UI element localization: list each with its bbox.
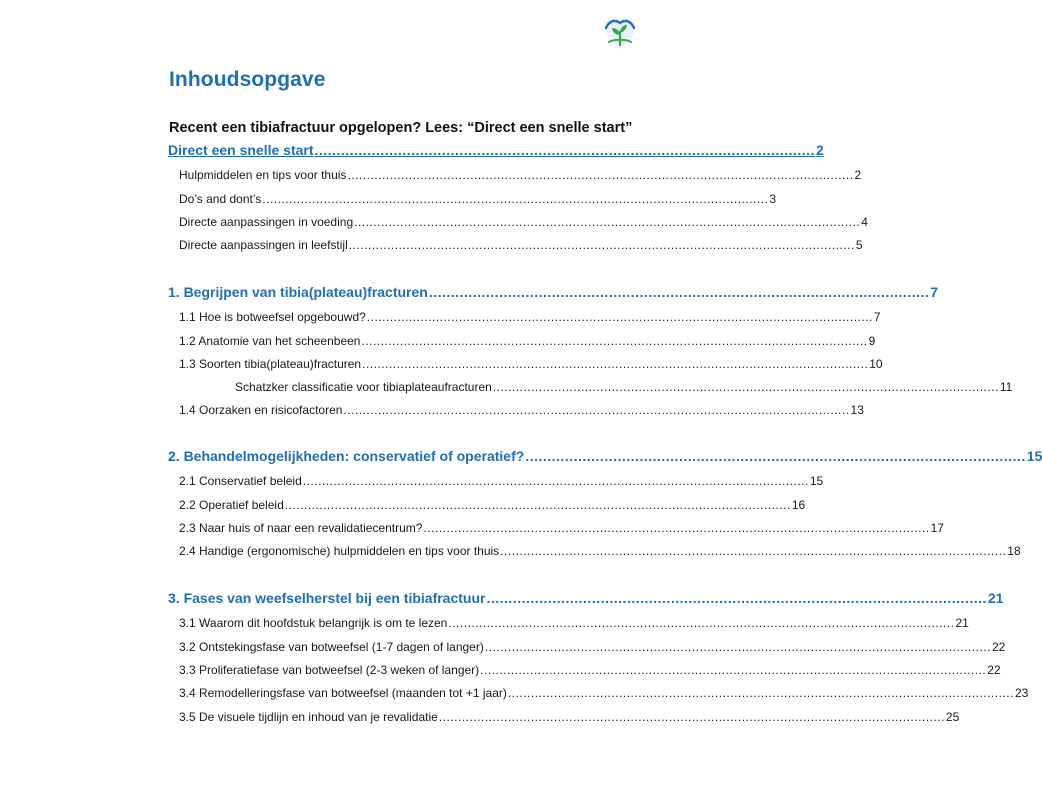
toc-entry[interactable] (179, 521, 944, 535)
toc-entry[interactable] (179, 238, 863, 252)
toc-entry-title: 2.2 Operatief beleid (179, 498, 284, 512)
toc-section-quick-start[interactable] (168, 142, 824, 158)
toc-page-number: 11 (999, 380, 1013, 394)
toc-entry[interactable] (179, 474, 824, 488)
toc-page-number: 25 (945, 710, 960, 724)
toc-entry[interactable] (179, 215, 868, 229)
toc-entry[interactable] (179, 192, 777, 206)
toc-entry[interactable] (179, 334, 876, 348)
toc-leader: .................................................................................................................................... (500, 544, 1007, 558)
toc-page-number: 4 (861, 215, 868, 229)
toc-section-title: Direct een snelle start (168, 142, 314, 158)
toc-leader: .................................................................................................................................... (438, 710, 945, 724)
toc-section-title: 3. Fases van weefselherstel bij een tibiafractuur (168, 590, 486, 606)
toc-entry-title: 3.5 De visuele tijdlijn en inhoud van je revalidatie (179, 710, 438, 724)
toc-page-number: 7 (873, 310, 881, 324)
toc-entry-title: Hulpmiddelen en tips voor thuis (179, 168, 347, 182)
toc-entry-title: 2.4 Handige (ergonomische) hulpmiddelen en tips voor thuis (179, 544, 500, 558)
toc-leader: .................................................................................................................................... (284, 498, 791, 512)
toc-leader: .................................................................................................................................... (366, 310, 873, 324)
toc-entry-title: Directe aanpassingen in voeding (179, 215, 354, 229)
toc-page-number: 13 (850, 403, 864, 417)
toc-section-title: 2. Behandelmogelijkheden: conservatief of operatief? (168, 448, 525, 464)
toc-leader: .................................................................................................................................... (448, 616, 955, 630)
toc-page-number: 15 (809, 474, 824, 488)
toc-entry-title: 1.4 Oorzaken en risicofactoren (179, 403, 343, 417)
toc-section-2[interactable] (168, 448, 1042, 464)
toc-page-number: 22 (991, 640, 1006, 654)
toc-section-title: 1. Begrijpen van tibia(plateau)fracturen (168, 284, 428, 300)
toc-entry[interactable] (179, 168, 862, 182)
toc-entry-title: 3.2 Ontstekingsfase van botweefsel (1-7 dagen of langer) (179, 640, 484, 654)
toc-page-number: 3 (769, 192, 777, 206)
toc-page-number: 22 (987, 663, 1001, 677)
intro-line: Recent een tibiafractuur opgelopen? Lees: “Direct een snelle start” (169, 120, 633, 136)
toc-leader: .................................................................................................................................... (423, 521, 930, 535)
toc-leader: .................................................................................................................................... (480, 663, 987, 677)
toc-section-1[interactable] (168, 284, 939, 300)
toc-leader: .................................................................................................................................... (343, 403, 850, 417)
toc-leader: .................................................................................................................................... (362, 357, 869, 371)
toc-leader: .................................................................................................................................... (354, 215, 861, 229)
toc-page-number: 9 (868, 334, 876, 348)
toc-page-number: 5 (855, 238, 863, 252)
toc-entry-title: 1.1 Hoe is botweefsel opgebouwd? (179, 310, 366, 324)
toc-entry-title: 3.1 Waarom dit hoofdstuk belangrijk is om te lezen (179, 616, 448, 630)
toc-entry[interactable] (179, 310, 881, 324)
toc-entry-title: 1.2 Anatomie van het scheenbeen (179, 334, 361, 348)
toc-page-number: 21 (955, 616, 969, 630)
sprout-heart-logo-icon (603, 15, 637, 51)
toc-entry[interactable] (179, 357, 883, 371)
toc-entry-title: 3.4 Remodelleringsfase van botweefsel (maanden tot +1 jaar) (179, 686, 507, 700)
toc-leader: .................................................................................................................................... (348, 238, 855, 252)
toc-leader: .................................................................................................................. (428, 284, 930, 300)
toc-entry[interactable] (179, 663, 1001, 677)
toc-entry-title: Directe aanpassingen in leefstijl (179, 238, 348, 252)
toc-leader: .................................................................................................................................... (347, 168, 854, 182)
toc-page-number: 21 (987, 590, 1004, 606)
toc-entry-title: 3.3 Proliferatiefase van botweefsel (2-3 weken of langer) (179, 663, 480, 677)
toc-page-number: 18 (1007, 544, 1021, 558)
toc-page-number: 2 (815, 142, 824, 158)
toc-leader: .................................................................................................................................... (361, 334, 868, 348)
toc-page-number: 16 (791, 498, 806, 512)
toc-page-number: 17 (930, 521, 944, 535)
toc-entry[interactable] (179, 403, 864, 417)
toc-page-number: 15 (1026, 448, 1042, 464)
toc-entry-title: 1.3 Soorten tibia(plateau)fracturen (179, 357, 362, 371)
toc-entry-title: 2.1 Conservatief beleid (179, 474, 302, 488)
toc-page-number: 2 (854, 168, 862, 182)
toc-entry-title: Schatzker classificatie voor tibiaplateaufracturen (235, 380, 492, 394)
toc-entry-title: Do’s and dont’s (179, 192, 262, 206)
toc-leader: .................................................................................................................................... (507, 686, 1014, 700)
page-title: Inhoudsopgave (169, 68, 326, 91)
toc-entry[interactable] (179, 498, 806, 512)
toc-entry[interactable] (179, 686, 1029, 700)
toc-leader: .................................................................................................................. (486, 590, 987, 606)
toc-entry[interactable] (235, 380, 1013, 394)
toc-page-number: 7 (930, 284, 939, 300)
toc-entry[interactable] (179, 544, 1021, 558)
toc-leader: .................................................................................................................................... (302, 474, 809, 488)
toc-section-3[interactable] (168, 590, 1004, 606)
toc-page-number: 10 (869, 357, 883, 371)
toc-leader: .................................................................................................................. (525, 448, 1026, 464)
toc-leader: .................................................................................................................................... (484, 640, 991, 654)
toc-leader: .................................................................................................................................... (262, 192, 769, 206)
toc-entry-title: 2.3 Naar huis of naar een revalidatiecentrum? (179, 521, 423, 535)
toc-leader: .................................................................................................................. (314, 142, 815, 158)
toc-leader: .................................................................................................................................... (492, 380, 999, 394)
toc-entry[interactable] (179, 710, 960, 724)
toc-entry[interactable] (179, 640, 1006, 654)
toc-page-number: 23 (1014, 686, 1029, 700)
toc-entry[interactable] (179, 616, 969, 630)
